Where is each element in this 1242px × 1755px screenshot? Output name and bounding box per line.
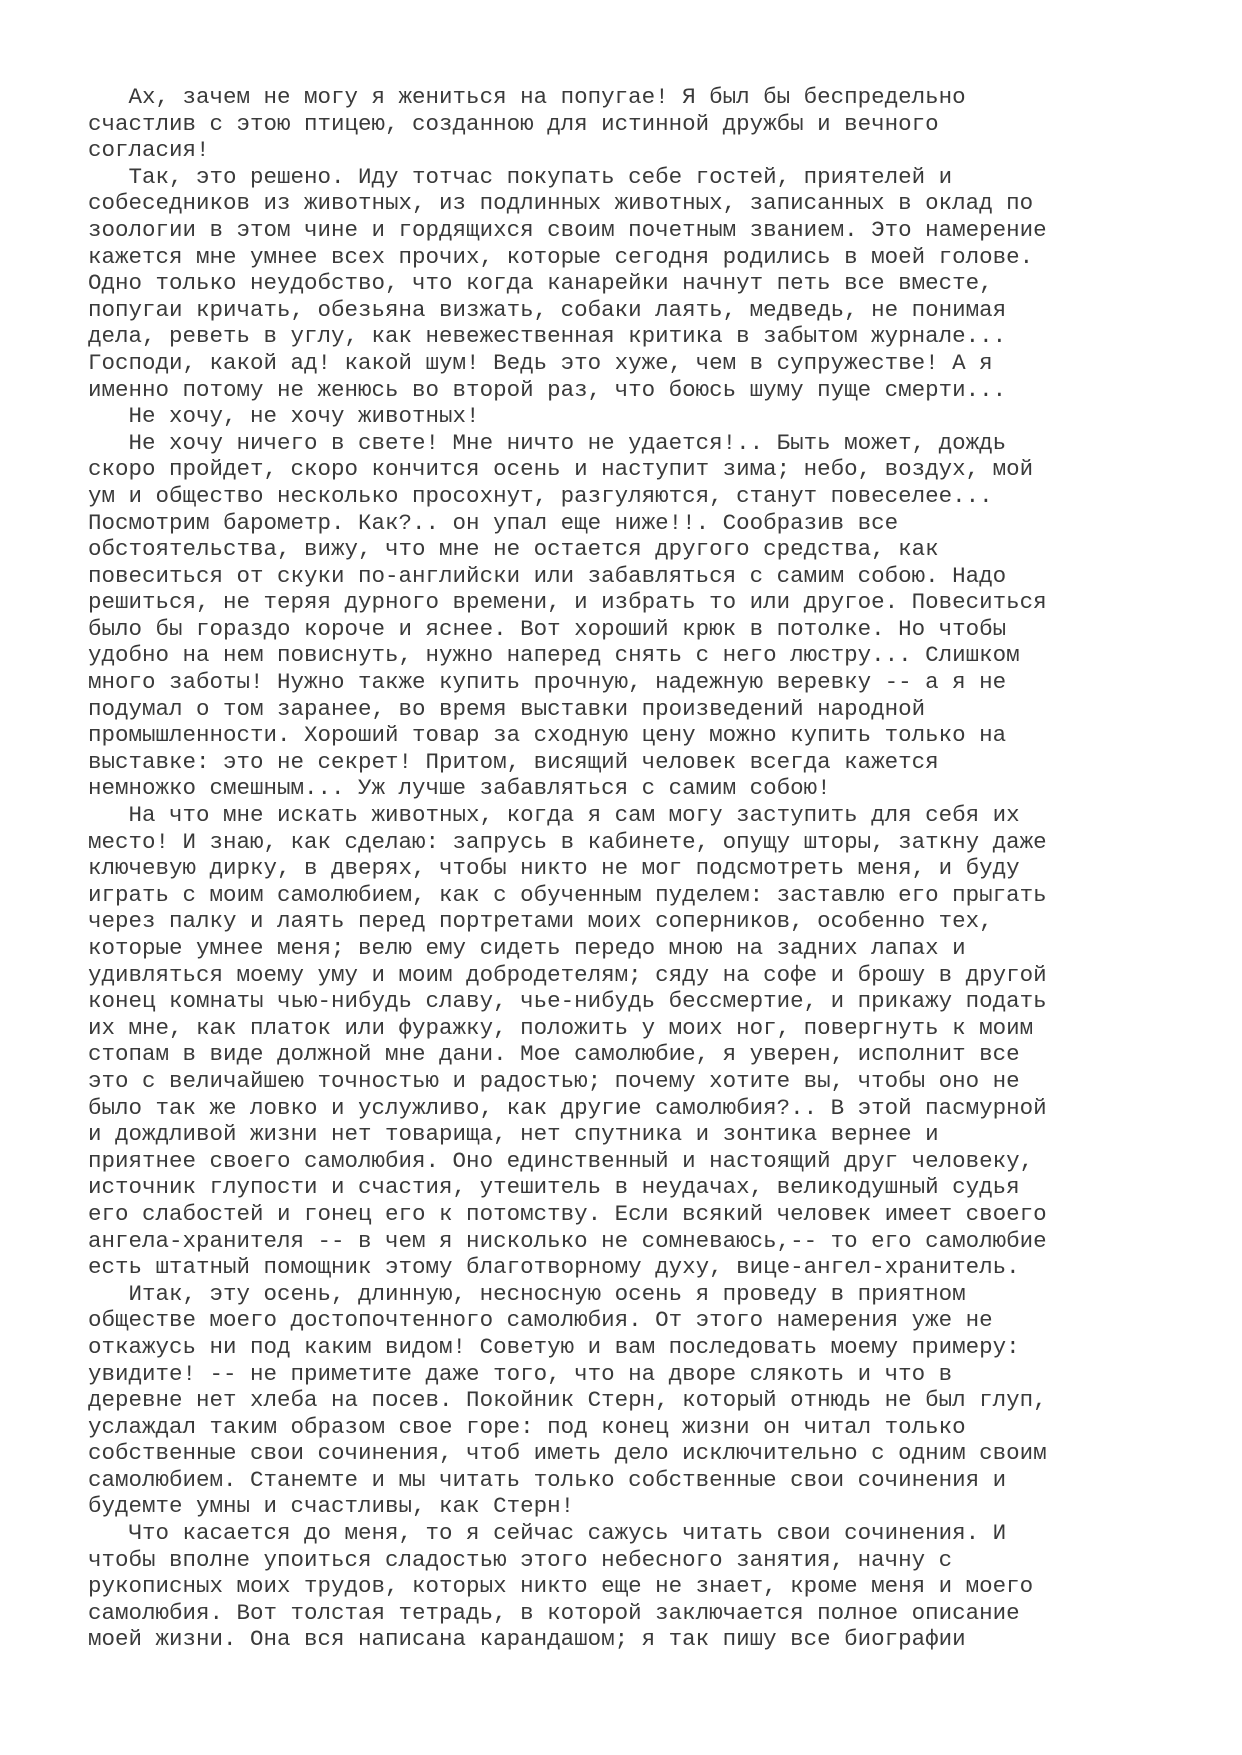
text-line: через палку и лаять перед портретами моих соперников, особенно тех, (88, 908, 993, 935)
text-line: самолюбием. Станемте и мы читать только собственные свои сочинения и (88, 1466, 1007, 1493)
text-line: рукописных моих трудов, которых никто еще не знает, кроме меня и моего (88, 1573, 1034, 1600)
text-line: промышленности. Хороший товар за сходную цену можно купить только на (88, 722, 1007, 749)
paragraph (88, 164, 1198, 403)
text-line: чтобы вполне упоиться сладостью этого небесного занятия, начну с (88, 1546, 953, 1573)
text-line: немножко смешным... Уж лучше забавляться с самим собою! (88, 775, 831, 802)
text-line: именно потому не женюсь во второй раз, что боюсь шуму пуще смерти... (88, 376, 1007, 403)
text-line: Ах, зачем не могу я жениться на попугае! Я был бы беспредельно (88, 84, 966, 110)
text-line: их мне, как платок или фуражку, положить у моих ног, повергнуть к моим (88, 1014, 1034, 1041)
text-line: зоологии в этом чине и гордящихся своим почетным званием. Это намерение (88, 216, 1047, 243)
text-line: которые умнее меня; велю ему сидеть передо мною на задних лапах и (88, 935, 966, 961)
text-line: обстоятельства, вижу, что мне не остается другого средства, как (88, 536, 939, 563)
text-line: конец комнаты чью-нибудь славу, чье-нибудь бессмертие, и прикажу подать (88, 988, 1047, 1015)
text-line: собеседников из животных, из подлинных животных, записанных в оклад по (88, 190, 1034, 217)
paragraph (88, 802, 1198, 1281)
text-line: скоро пройдет, скоро кончится осень и наступит зима; небо, воздух, мой (88, 456, 1034, 483)
text-line: Что касается до меня, то я сейчас сажусь читать свои сочинения. И (88, 1520, 1007, 1547)
text-line: удивляться моему уму и моим добродетелям; сяду на софе и брошу в другой (88, 961, 1047, 988)
text-line: и дождливой жизни нет товарища, нет спутника и зонтика вернее и (88, 1121, 939, 1148)
text-line: согласия! (88, 137, 210, 164)
paragraph (88, 84, 1198, 164)
text-line: Одно только неудобство, что когда канарейки начнут петь все вместе, (88, 270, 993, 297)
text-line: ум и общество несколько просохнут, разгуляются, станут повеселее... (88, 482, 993, 509)
paragraph (88, 1520, 1198, 1653)
text-line: попугаи кричать, обезьяна визжать, собаки лаять, медведь, не понимая (88, 296, 1007, 323)
text-line: место! И знаю, как сделаю: запрусь в кабинете, опущу шторы, заткну даже (88, 828, 1047, 855)
text-line: увидите! -- не приметите даже того, что на дворе слякоть и что в (88, 1360, 953, 1387)
text-line: повеситься от скуки по-английски или забавляться с самим собою. Надо (88, 562, 1007, 589)
text-line: дела, реветь в углу, как невежественная критика в забытом журнале... (88, 323, 1007, 350)
text-line: счастлив с этою птицею, созданною для истинной дружбы и вечного (88, 110, 939, 137)
text-line: источник глупости и счастия, утешитель в неудачах, великодушный судья (88, 1174, 1020, 1201)
text-line: услаждал таким образом свое горе: под конец жизни он читал только (88, 1413, 966, 1440)
text-line: подумал о том заранее, во время выставки произведений народной (88, 695, 926, 722)
text-line: кажется мне умнее всех прочих, которые сегодня родились в моей голове. (88, 243, 1034, 270)
text-line: выставке: это не секрет! Притом, висящий человек всегда кажется (88, 748, 939, 775)
paragraph (88, 1281, 1198, 1520)
text-line: играть с моим самолюбием, как с обученным пуделем: заставлю его прыгать (88, 881, 1047, 908)
text-line: самолюбия. Вот толстая тетрадь, в которой заключается полное описание (88, 1599, 1020, 1626)
paragraph (88, 403, 1198, 430)
text-line: удобно на нем повиснуть, нужно наперед снять с него люстру... Слишком (88, 642, 1020, 669)
text-line: собственные свои сочинения, чтоб иметь дело исключительно с одним своим (88, 1440, 1047, 1467)
text-line: это с величайшею точностью и радостью; почему хотите вы, чтобы оно не (88, 1067, 1020, 1094)
text-line: Не хочу, не хочу животных! (88, 403, 480, 430)
paragraph (88, 430, 1198, 802)
text-line: Так, это решено. Иду тотчас покупать себе гостей, приятелей и (88, 163, 953, 190)
text-line: откажусь ни под каким видом! Советую и вам последовать моему примеру: (88, 1333, 1020, 1360)
text-line: ключевую дирку, в дверях, чтобы никто не мог подсмотреть меня, и буду (88, 855, 1020, 882)
text-line: его слабостей и гонец его к потомству. Если всякий человек имеет своего (88, 1200, 1047, 1227)
text-line: много заботы! Нужно также купить прочную, надежную веревку -- а я не (88, 669, 1007, 696)
text-line: есть штатный помощник этому благотворному духу, вице-ангел-хранитель. (88, 1254, 1020, 1281)
text-line: Не хочу ничего в свете! Мне ничто не удается!.. Быть может, дождь (88, 429, 1007, 456)
text-line: было так же ловко и услужливо, как другие самолюбия?.. В этой пасмурной (88, 1094, 1047, 1121)
text-line: Посмотрим барометр. Как?.. он упал еще ниже!!. Сообразив все (88, 509, 899, 536)
text-line: было бы гораздо короче и яснее. Вот хороший крюк в потолке. Но чтобы (88, 615, 1007, 642)
text-line: моей жизни. Она вся написана карандашом; я так пишу все биографии (88, 1626, 966, 1653)
text-line: ангела-хранителя -- в чем я нисколько не сомневаюсь,-- то его самолюбие (88, 1227, 1047, 1254)
text-line: деревне нет хлеба на посев. Покойник Стерн, который отнюдь не был глуп, (88, 1387, 1047, 1414)
text-line: решиться, не теряя дурного времени, и избрать то или другое. Повеситься (88, 589, 1047, 616)
text-line: обществе моего достопочтенного самолюбия. От этого намерения уже не (88, 1307, 993, 1334)
text-line: На что мне искать животных, когда я сам могу заступить для себя их (88, 802, 1020, 829)
text-line: стопам в виде должной мне дани. Мое самолюбие, я уверен, исполнит все (88, 1041, 1020, 1068)
text-line: приятнее своего самолюбия. Оно единственный и настоящий друг человеку, (88, 1147, 1034, 1174)
text-line: Итак, эту осень, длинную, несносную осень я проведу в приятном (88, 1280, 966, 1307)
text-line: Господи, какой ад! какой шум! Ведь это хуже, чем в супружестве! А я (88, 349, 993, 376)
text-line: будемте умны и счастливы, как Стерн! (88, 1493, 575, 1520)
document-page (88, 84, 1198, 1653)
